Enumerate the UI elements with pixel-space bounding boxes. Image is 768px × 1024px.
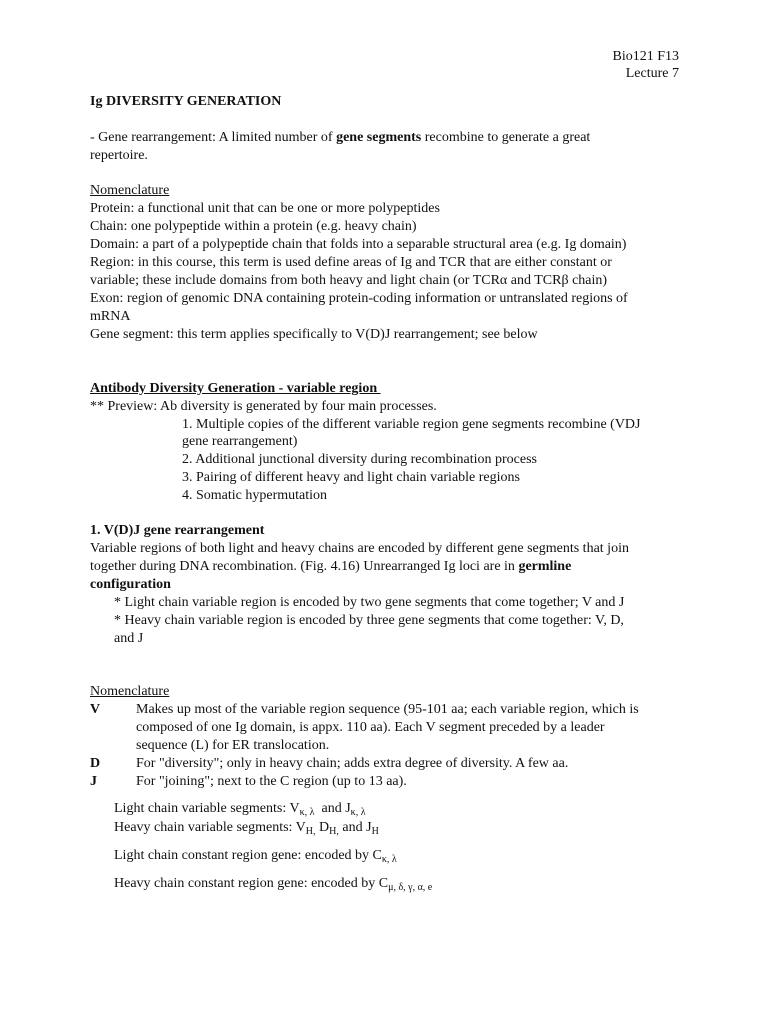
segment-subscript: H: [371, 826, 379, 837]
intro-line: repertoire.: [90, 148, 148, 163]
intro-bold-term: gene segments: [336, 130, 422, 145]
segment-subscript: H,: [305, 826, 316, 837]
nomenclature-line: Chain: one polypeptide within a protein (e.g. heavy chain): [90, 219, 417, 234]
preview-line: ** Preview: Ab diversity is generated by four main processes.: [90, 399, 437, 414]
term-definition: composed of one Ig domain, is appx. 110 aa). Each V segment preceded by a leader: [136, 720, 605, 735]
vdj-bullet: * Light chain variable region is encoded by two gene segments that come together; V and J: [114, 595, 625, 610]
nomenclature-line: mRNA: [90, 309, 131, 324]
segment-text: and J: [338, 820, 372, 835]
segment-text: and J: [314, 801, 351, 816]
segment-subscript: H,: [329, 826, 339, 837]
term-definition: For "joining"; next to the C region (up to 13 aa).: [136, 774, 407, 789]
term-definition: Makes up most of the variable region sequence (95-101 aa; each variable region, which is: [136, 702, 639, 717]
term-d: D: [90, 756, 101, 771]
nomenclature-line: variable; these include domains from both heavy and light chain (or TCRα and TCRβ chain): [90, 273, 608, 288]
process-item: gene rearrangement): [182, 434, 298, 449]
segment-subscript: κ, λ: [350, 807, 366, 818]
intro-text: - Gene rearrangement: A limited number of: [90, 130, 337, 145]
configuration-term: configuration: [90, 577, 171, 592]
antibody-diversity-heading: Antibody Diversity Generation - variable region: [90, 381, 381, 396]
vdj-bullet: * Heavy chain variable region is encoded by three gene segments that come together: V, D,: [114, 613, 624, 628]
segment-nomenclature-heading: Nomenclature: [90, 684, 170, 699]
vdj-text: together during DNA recombination. (Fig. 4.16) Unrearranged Ig loci are in: [90, 559, 519, 574]
vdj-bullet: and J: [114, 631, 144, 646]
segment-text: Heavy chain variable segments: V: [114, 820, 306, 835]
vdj-line: Variable regions of both light and heavy chains are encoded by different gene segments that join: [90, 541, 629, 556]
nomenclature-line: Region: in this course, this term is used define areas of Ig and TCR that are either constant or: [90, 255, 612, 270]
nomenclature-line: Protein: a functional unit that can be one or more polypeptides: [90, 201, 440, 216]
vdj-line: [90, 558, 571, 576]
term-j: J: [90, 774, 97, 789]
term-definition: sequence (L) for ER translocation.: [136, 738, 330, 753]
segment-text: D: [315, 820, 330, 835]
light-chain-constant-region: [114, 847, 397, 865]
heavy-chain-variable-segments: [114, 819, 379, 837]
segment-subscript: μ, δ, γ, α, e: [388, 882, 433, 893]
segment-text: Light chain variable segments: V: [114, 801, 300, 816]
intro-text: recombine to generate a great: [421, 130, 591, 145]
process-item: 4. Somatic hypermutation: [182, 488, 328, 503]
light-chain-variable-segments: [114, 800, 366, 818]
nomenclature-line: Exon: region of genomic DNA containing protein-coding information or untranslated regions of: [90, 291, 628, 306]
vdj-heading: 1. V(D)J gene rearrangement: [90, 523, 265, 538]
segment-text: Heavy chain constant region gene: encoded by C: [114, 876, 389, 891]
term-definition: For "diversity"; only in heavy chain; adds extra degree of diversity. A few aa.: [136, 756, 569, 771]
heavy-chain-constant-region: [114, 875, 432, 893]
intro-line: [90, 129, 590, 147]
process-item: 3. Pairing of different heavy and light chain variable regions: [182, 470, 520, 485]
lecture-number: Lecture 7: [625, 66, 679, 81]
nomenclature-heading: Nomenclature: [90, 183, 170, 198]
segment-subscript: κ, λ: [299, 807, 315, 818]
segment-text: Light chain constant region gene: encoded by C: [114, 848, 382, 863]
course-code: Bio121 F13: [612, 49, 679, 64]
process-item: 1. Multiple copies of the different variable region gene segments recombine (VDJ: [182, 417, 641, 432]
germline-term: germline: [518, 559, 572, 574]
process-item: 2. Additional junctional diversity during recombination process: [182, 452, 537, 467]
nomenclature-line: Domain: a part of a polypeptide chain that folds into a separable structural area (e.g. Ig domain): [90, 237, 627, 252]
page-title: Ig DIVERSITY GENERATION: [90, 94, 282, 109]
term-v: V: [90, 702, 101, 717]
nomenclature-line: Gene segment: this term applies specifically to V(D)J rearrangement; see below: [90, 327, 538, 342]
segment-subscript: κ, λ: [381, 854, 397, 865]
